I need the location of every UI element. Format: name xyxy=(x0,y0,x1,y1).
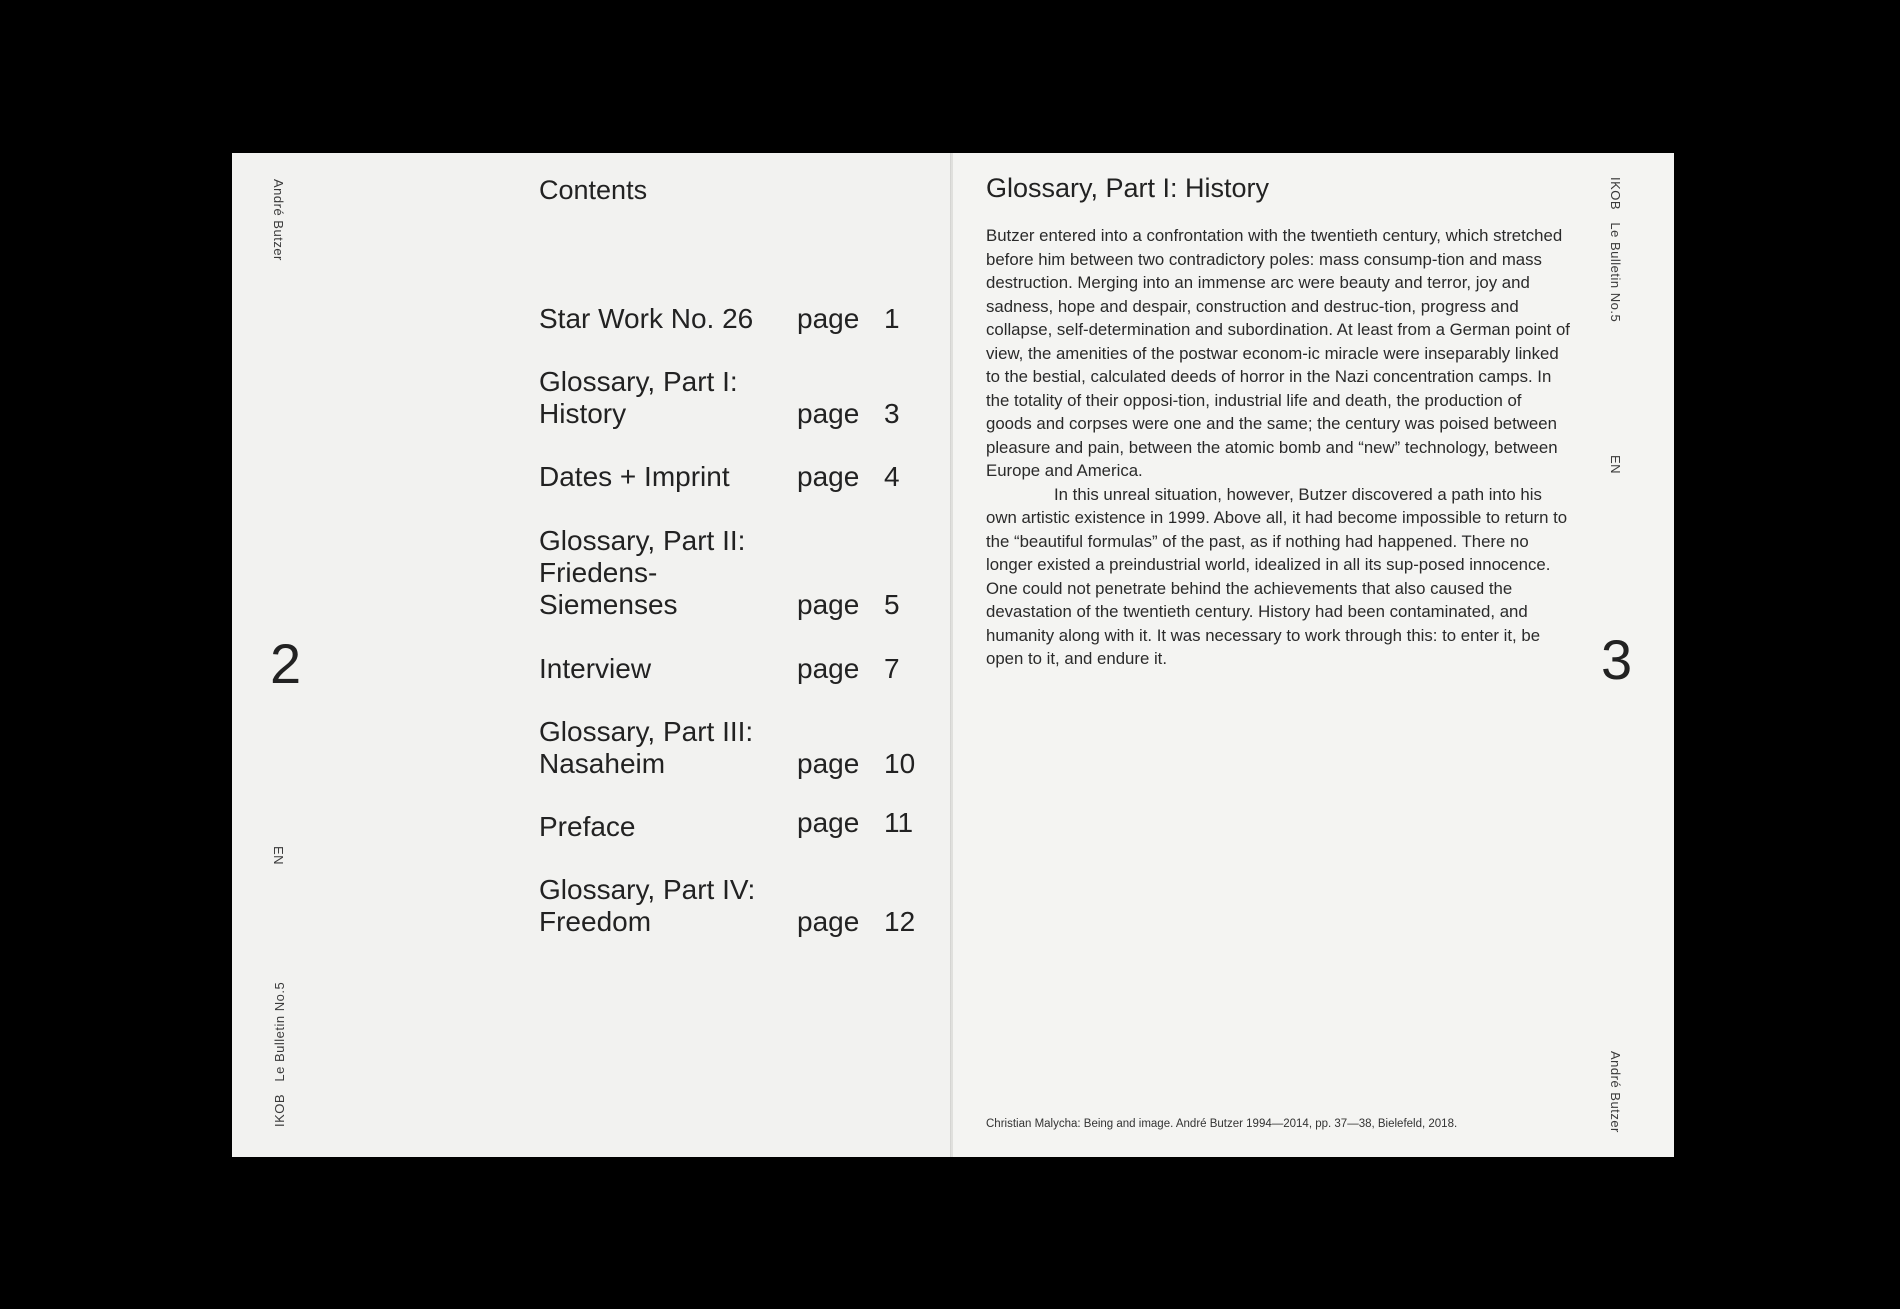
body-paragraph: In this unreal situation, however, Butzer discovered a path into his own artistic existence in 1999. Above all, it had become impossible to return to the “beautiful formulas” of the past, as if nothing had happened. There no longer existed a preindustrial world, idealized in all its sup-posed innocence. One could not penetrate behind the achievements that also caused the devastation of the twentieth century. History had been contaminated, and humanity along with it. It was necessary to work through this: to enter it, be open to it, and endure it. xyxy=(986,484,1568,668)
toc-entry-page-number: 3 xyxy=(884,398,900,429)
toc-entry-title: Star Work No. 26 xyxy=(539,303,754,334)
toc-entry-page-number: 7 xyxy=(884,653,900,684)
right-page-number: 3 xyxy=(1601,628,1633,691)
left-side-publisher: IKOB xyxy=(272,1093,287,1127)
toc-entry-page-number: 12 xyxy=(884,906,916,937)
toc-entry-title: Preface xyxy=(539,811,636,842)
toc-entry-title: Glossary, Part II: Friedens- Siemenses xyxy=(539,525,746,620)
body-paragraph: Butzer entered into a confrontation with the twentieth century, which stretched before him between two contradictory poles: mass consump-tion and mass destruction. Merging into an immense arc were beauty and terror, joy and sadness, hope and despair, construction and destruc-tion, progress and collapse, self-determination and subordination. At least from a German point of view, the amenities of the postwar econom-ic miracle were inseparably linked to the bestial, calculated deeds of horror in the Nazi concentration camps. In the totality of their opposi-tion, industrial life and death, the production of goods and corpses were one and the same; the century was poised between pleasure and pain, between the atomic bomb and “new” technology, between Europe and America. xyxy=(986,226,1570,480)
toc-entry-page-number: 5 xyxy=(884,589,900,620)
toc-entry-title: Glossary, Part III: Nasaheim xyxy=(539,716,754,779)
toc-entry-page-number: 4 xyxy=(884,461,900,492)
footnote: Christian Malycha: Being and image. André Butzer 1994—2014, pp. 37—38, Bielefeld, 2018. xyxy=(986,1118,1458,1130)
toc-entry-page-label: page xyxy=(797,589,860,620)
left-page xyxy=(232,153,951,1157)
right-side-imprint xyxy=(1608,177,1623,322)
left-page-number: 2 xyxy=(270,632,302,695)
toc-entry-page-label: page xyxy=(797,653,860,684)
toc-entry-page-label: page xyxy=(797,303,860,334)
toc-entry-page-number: 10 xyxy=(884,748,916,779)
right-side-series: Le Bulletin No.5 xyxy=(1608,222,1623,323)
toc-entry-page-label: page xyxy=(797,461,860,492)
left-side-series: Le Bulletin No.5 xyxy=(272,981,287,1082)
right-page xyxy=(953,153,1674,1157)
toc-entry-title: Glossary, Part IV: Freedom xyxy=(539,874,756,937)
left-side-imprint xyxy=(272,982,287,1127)
contents-title: Contents xyxy=(539,175,648,205)
left-side-language: EN xyxy=(271,846,286,866)
toc-entry-page-label: page xyxy=(797,807,860,838)
left-side-author: André Butzer xyxy=(271,179,286,261)
toc-entry-page-number: 1 xyxy=(884,303,900,334)
right-side-publisher: IKOB xyxy=(1608,177,1623,211)
toc-entry-page-number: 11 xyxy=(884,807,914,838)
right-side-language: EN xyxy=(1608,455,1623,475)
right-side-author: André Butzer xyxy=(1608,1051,1623,1133)
toc-entry-title: Interview xyxy=(539,653,652,684)
glossary-title: Glossary, Part I: History xyxy=(986,173,1270,203)
glossary-body xyxy=(986,224,1570,671)
toc-entry-page-label: page xyxy=(797,748,860,779)
toc-entry-title: Glossary, Part I: History xyxy=(539,366,738,429)
toc-entry-page-label: page xyxy=(797,906,860,937)
toc-entry-title: Dates + Imprint xyxy=(539,461,730,492)
toc-entry-page-label: page xyxy=(797,398,860,429)
